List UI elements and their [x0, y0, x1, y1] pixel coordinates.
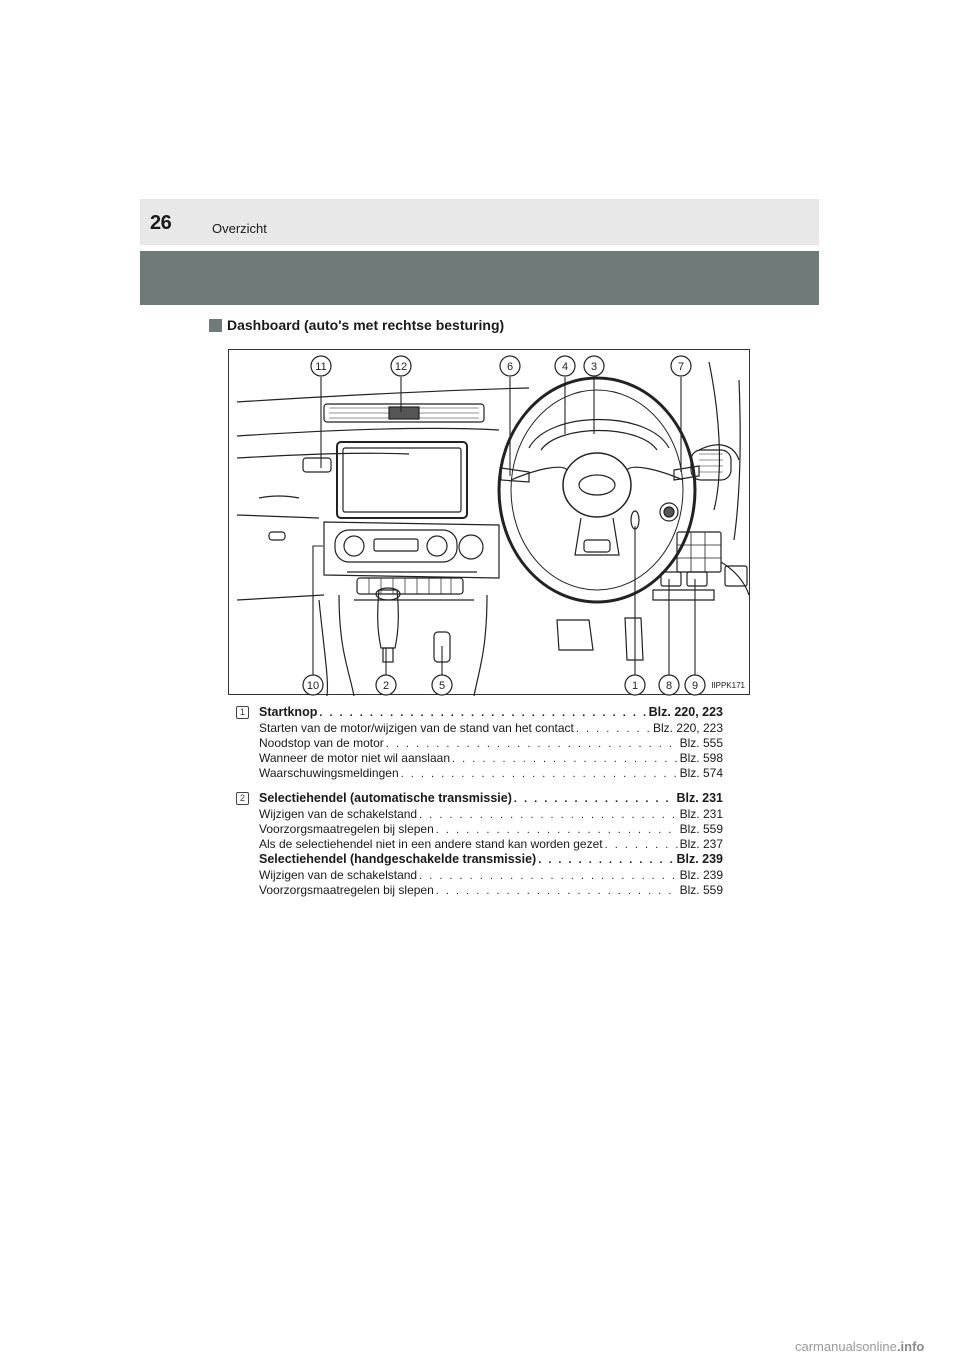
- page-reference[interactable]: Blz. 220, 223: [648, 705, 723, 719]
- index-entries: [236, 705, 723, 908]
- page-reference[interactable]: Blz. 220, 223: [652, 721, 723, 735]
- section-heading: [209, 317, 504, 333]
- entry-2: [236, 791, 723, 898]
- callout-4: [555, 356, 575, 376]
- entry-text: Wijzigen van de schakelstand: [259, 807, 418, 821]
- svg-text:11: 11: [315, 361, 327, 373]
- leader-dots: [605, 839, 678, 851]
- top-callouts: [311, 356, 691, 376]
- leader-dots: [386, 738, 678, 750]
- page-reference[interactable]: Blz. 237: [679, 837, 723, 851]
- callout-6: [500, 356, 520, 376]
- callout-8: [659, 675, 679, 695]
- entry-subline[interactable]: [259, 868, 723, 883]
- bottom-callouts: [303, 675, 705, 695]
- svg-text:6: 6: [506, 361, 514, 373]
- callout-9: [685, 675, 705, 695]
- svg-text:9: 9: [691, 680, 699, 692]
- svg-text:7: 7: [677, 361, 685, 373]
- leader-dots: [452, 753, 678, 765]
- callout-7: [671, 356, 691, 376]
- svg-text:8: 8: [665, 680, 673, 692]
- entry-text: Wijzigen van de schakelstand: [259, 868, 418, 882]
- header-band: [140, 251, 819, 305]
- figure-code: IIPPK171: [711, 681, 745, 690]
- entry-subline[interactable]: [259, 766, 723, 781]
- leader-dots: [401, 768, 678, 780]
- leader-dots: [436, 885, 678, 897]
- entry-text: Starten van de motor/wijzigen van de stand van het contact: [259, 721, 574, 735]
- callout-3: [584, 356, 604, 376]
- entry-text: Selectiehendel (automatische transmissie): [259, 791, 512, 805]
- entry-subline[interactable]: [259, 883, 723, 898]
- entry-text: Selectiehendel (handgeschakelde transmissie): [259, 852, 537, 866]
- svg-text:2: 2: [382, 680, 390, 692]
- entry-text: Startknop: [259, 705, 318, 719]
- leader-dots: [419, 809, 678, 821]
- svg-text:10: 10: [306, 680, 320, 692]
- callout-10: [303, 675, 323, 695]
- entry-number-badge: 1: [236, 706, 249, 719]
- heading-text: Dashboard (auto's met rechtse besturing): [227, 317, 505, 333]
- page-reference[interactable]: Blz. 574: [679, 766, 723, 780]
- svg-text:5: 5: [438, 680, 446, 692]
- page-reference[interactable]: Blz. 239: [679, 868, 723, 882]
- entry-title-line[interactable]: [259, 852, 723, 868]
- callout-11: [311, 356, 331, 376]
- entry-number-badge: 2: [236, 792, 249, 805]
- entry-text: Voorzorgsmaatregelen bij slepen: [259, 883, 434, 897]
- heading-square-icon: [209, 319, 222, 332]
- page-reference[interactable]: Blz. 559: [679, 822, 723, 836]
- callout-2: [376, 675, 396, 695]
- svg-text:12: 12: [394, 361, 408, 373]
- page-reference[interactable]: Blz. 231: [679, 807, 723, 821]
- entry-title-line[interactable]: [259, 705, 723, 721]
- svg-text:1: 1: [631, 680, 639, 692]
- leader-dots: [319, 707, 646, 719]
- callout-5: [432, 675, 452, 695]
- callout-1: [625, 675, 645, 695]
- entry-subline[interactable]: [259, 736, 723, 751]
- leader-dots: [514, 793, 675, 805]
- leader-dots: [538, 854, 674, 866]
- page-reference[interactable]: Blz. 555: [679, 736, 723, 750]
- page-reference[interactable]: Blz. 559: [679, 883, 723, 897]
- svg-text:3: 3: [590, 361, 598, 373]
- entry-subline[interactable]: [259, 751, 723, 766]
- entry-text: Waarschuwingsmeldingen: [259, 766, 399, 780]
- svg-text:4: 4: [561, 361, 569, 373]
- leader-dots: [419, 870, 678, 882]
- entry-text: Als de selectiehendel niet in een andere stand kan worden gezet: [259, 837, 603, 851]
- entry-subline[interactable]: [259, 822, 723, 837]
- page-number: 26: [150, 212, 172, 234]
- leader-dots: [436, 824, 678, 836]
- entry-1: [236, 705, 723, 781]
- leader-dots: [576, 723, 651, 735]
- section-title: Overzicht: [212, 221, 267, 236]
- entry-subline[interactable]: [259, 721, 723, 736]
- callout-12: [391, 356, 411, 376]
- dashboard-drawing: [229, 350, 751, 696]
- footer-watermark: carmanualsonline.info: [795, 1339, 925, 1354]
- page-reference[interactable]: Blz. 598: [679, 751, 723, 765]
- page-reference[interactable]: Blz. 231: [676, 791, 723, 805]
- entry-subline[interactable]: [259, 807, 723, 822]
- entry-text: Voorzorgsmaatregelen bij slepen: [259, 822, 434, 836]
- dashboard-illustration: [228, 349, 750, 695]
- entry-title-line[interactable]: [259, 791, 723, 807]
- entry-text: Wanneer de motor niet wil aanslaan: [259, 751, 450, 765]
- entry-text: Noodstop van de motor: [259, 736, 384, 750]
- page-reference[interactable]: Blz. 239: [676, 852, 723, 866]
- entry-subline[interactable]: [259, 837, 723, 852]
